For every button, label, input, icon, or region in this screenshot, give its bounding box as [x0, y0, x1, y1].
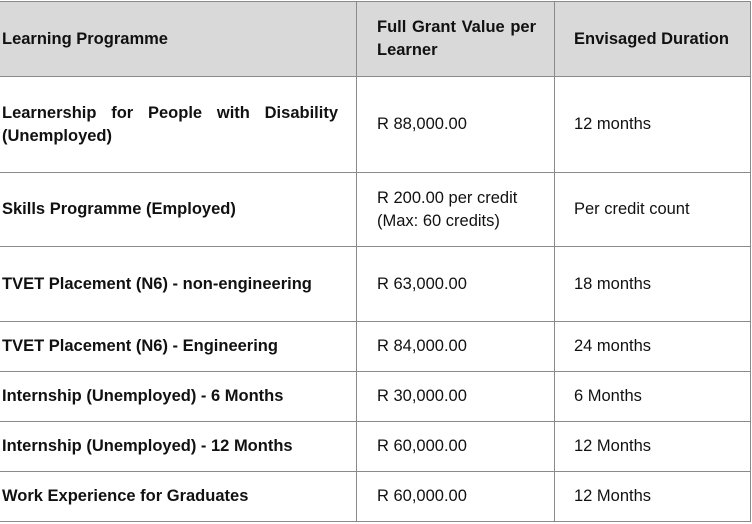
table-row: [0, 173, 751, 247]
table-row: [0, 322, 751, 372]
duration-cell: 12 Months: [555, 472, 751, 522]
grant-table: [0, 1, 751, 522]
grant-value-note: (Max: 60 credits): [377, 211, 500, 230]
table-row: [0, 372, 751, 422]
grant-value-cell: R 60,000.00: [357, 422, 555, 472]
programme-cell: Internship (Unemployed) - 12 Months: [0, 422, 357, 472]
duration-cell: 6 Months: [555, 372, 751, 422]
header-duration: Envisaged Duration: [555, 2, 751, 77]
programme-cell: TVET Placement (N6) - non-engineering: [0, 247, 357, 322]
grant-value-cell: R 60,000.00: [357, 472, 555, 522]
programme-cell: Work Experience for Graduates: [0, 472, 357, 522]
duration-cell: 24 months: [555, 322, 751, 372]
duration-cell: Per credit count: [555, 173, 751, 247]
grant-value-cell: R 63,000.00: [357, 247, 555, 322]
header-learning-programme: Learning Programme: [0, 2, 357, 77]
grant-value-line: R 200.00 per credit: [377, 188, 518, 207]
table-row: [0, 422, 751, 472]
grant-value-cell: [357, 173, 555, 247]
programme-cell: TVET Placement (N6) - Engineering: [0, 322, 357, 372]
table-row: [0, 77, 751, 173]
programme-cell: Skills Programme (Employed): [0, 173, 357, 247]
grant-value-cell: R 88,000.00: [357, 77, 555, 173]
programme-cell: Learnership for People with Disability (Unemployed): [0, 77, 357, 173]
grant-value-cell: R 30,000.00: [357, 372, 555, 422]
grant-value-cell: R 84,000.00: [357, 322, 555, 372]
table-row: [0, 247, 751, 322]
duration-cell: 12 months: [555, 77, 751, 173]
table-row: [0, 472, 751, 522]
programme-cell: Internship (Unemployed) - 6 Months: [0, 372, 357, 422]
header-grant-value: Full Grant Value per Learner: [357, 2, 555, 77]
duration-cell: 12 Months: [555, 422, 751, 472]
duration-cell: 18 months: [555, 247, 751, 322]
table-header-row: [0, 2, 751, 77]
